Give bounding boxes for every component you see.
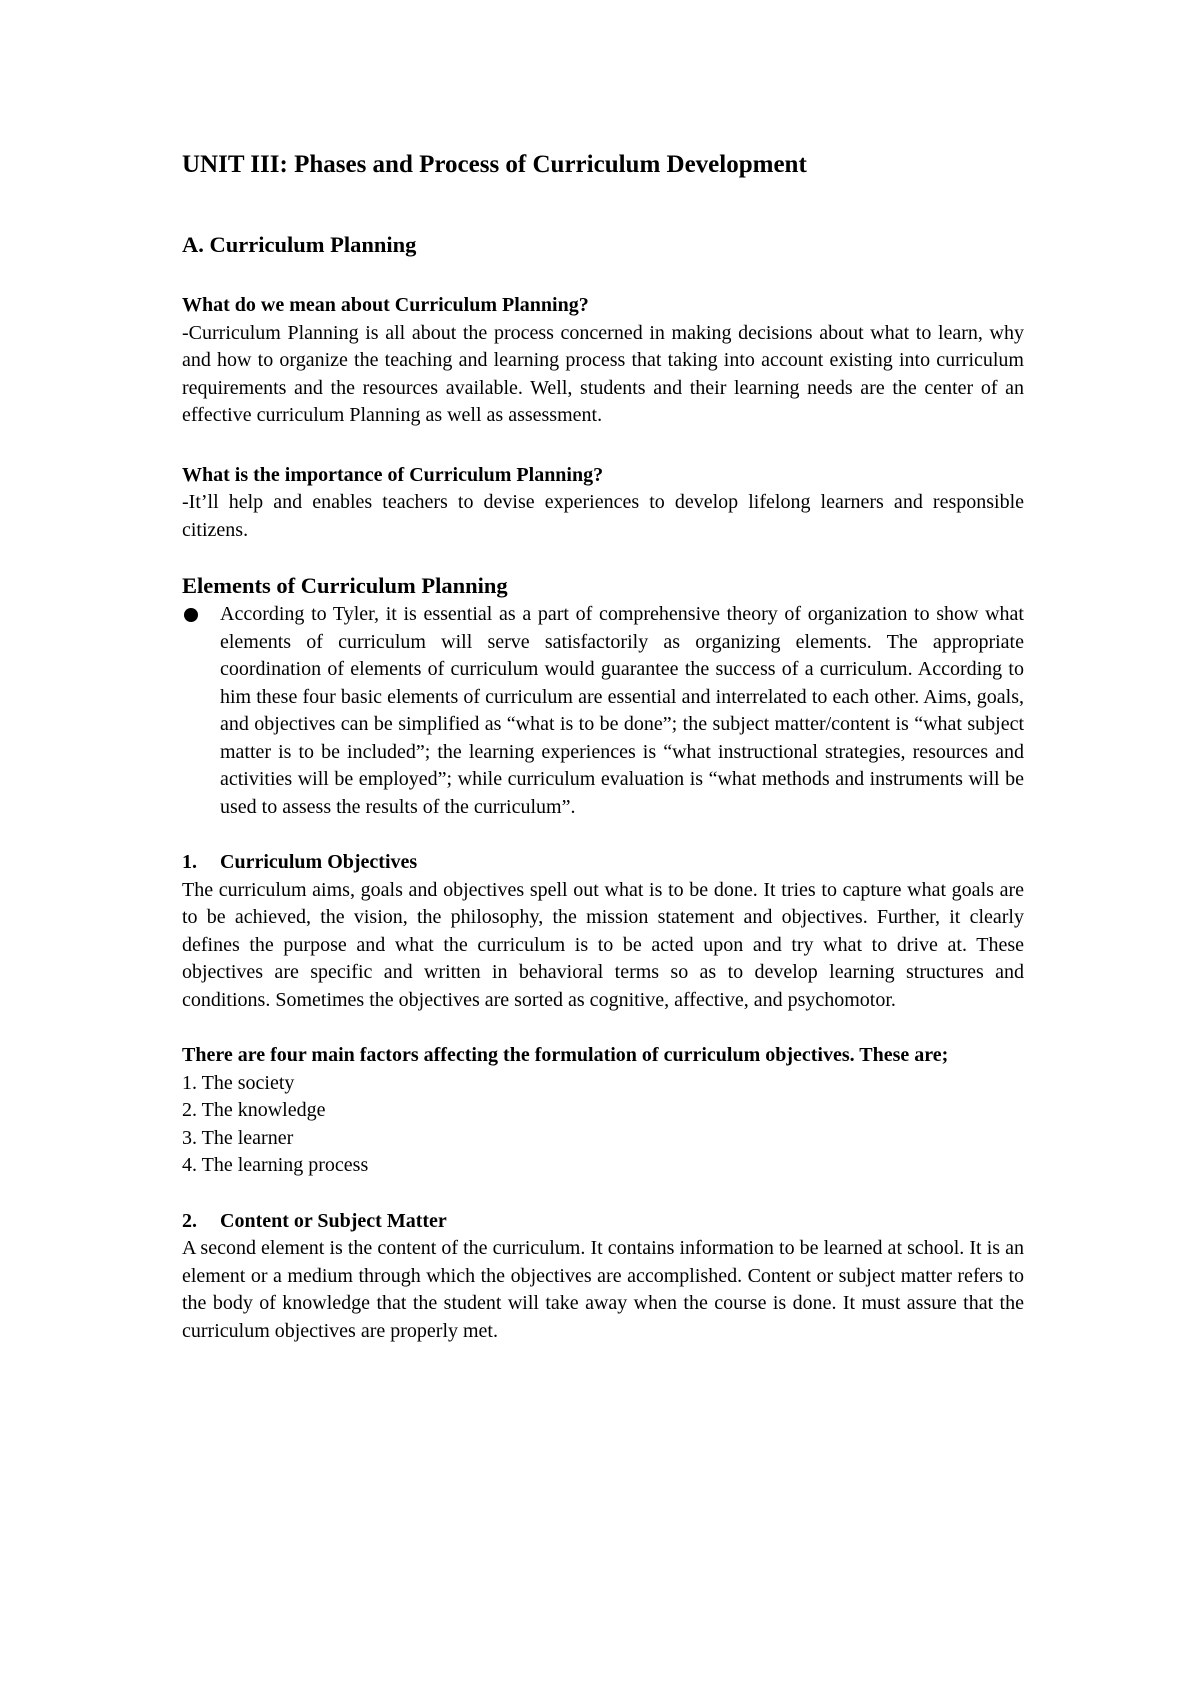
item2-title: Content or Subject Matter	[220, 1209, 447, 1232]
document-page	[182, 140, 1024, 1345]
question-importance-heading: What is the importance of Curriculum Planning?	[182, 463, 604, 486]
item2-number: 2.	[182, 1209, 197, 1232]
factor-item: 3. The learner	[182, 1126, 294, 1149]
elements-bullet-item	[182, 601, 1024, 821]
answer-importance-paragraph: -It’ll help and enables teachers to devise experiences to develop lifelong learners and responsible citizens.	[182, 491, 1024, 541]
elements-bullet-text: According to Tyler, it is essential as a part of comprehensive theory of organization to show what elements of curriculum will serve satisfactorily as organizing elements. The appropriate coordination of elements of curriculum would guarantee the success of a curriculum. According to him these four basic elements of curriculum are essential and interrelated to each other. Aims, goals, and objectives can be simplified as “what is to be done”; the subject matter/content is “what subject matter is to be included”; the learning experiences is “what instructional strategies, resources and activities will be employed”; while curriculum evaluation is “what methods and instruments will be used to assess the results of the curriculum”.	[220, 603, 1024, 818]
item1-paragraph: The curriculum aims, goals and objectives spell out what is to be done. It tries to capture what goals are to be achieved, the vision, the philosophy, the mission statement and objectives. Further, it clearly defines the purpose and what the curriculum is to be acted upon and try what to drive at. These objectives are specific and written in behavioral terms so as to develop learning structures and conditions. Sometimes the objectives are sorted as cognitive, affective, and psychomotor.	[182, 878, 1024, 1011]
item2-heading	[182, 1208, 1024, 1236]
item1-title: Curriculum Objectives	[220, 851, 418, 873]
item1-heading	[182, 849, 1024, 877]
factor-item: 4. The learning process	[182, 1154, 369, 1176]
elements-heading: Elements of Curriculum Planning	[182, 573, 508, 598]
answer-meaning-paragraph: -Curriculum Planning is all about the process concerned in making decisions about what to learn, why and how to organize the teaching and learning process that taking into account existing into curriculum requirements and the resources available. Well, students and their learning needs are the center of an effective curriculum Planning as well as assessment.	[182, 321, 1024, 426]
factors-list	[182, 1070, 1024, 1180]
item1-number: 1.	[182, 851, 197, 873]
item2-paragraph: A second element is the content of the curriculum. It contains information to be learned at school. It is an element or a medium through which the objectives are accomplished. Content or subject matter refers to the body of knowledge that the student will take away when the course is done. It must assure that the curriculum objectives are properly met.	[182, 1237, 1024, 1342]
bullet-icon	[182, 601, 220, 821]
factors-heading: There are four main factors affecting the formulation of curriculum objectives. These are;	[182, 1044, 949, 1066]
question-meaning-heading: What do we mean about Curriculum Planning?	[182, 294, 589, 316]
unit-title: UNIT III: Phases and Process of Curriculum Development	[182, 151, 807, 178]
factor-item: 1. The society	[182, 1071, 295, 1094]
factor-item: 2. The knowledge	[182, 1099, 326, 1121]
section-a-heading: A. Curriculum Planning	[182, 232, 417, 257]
